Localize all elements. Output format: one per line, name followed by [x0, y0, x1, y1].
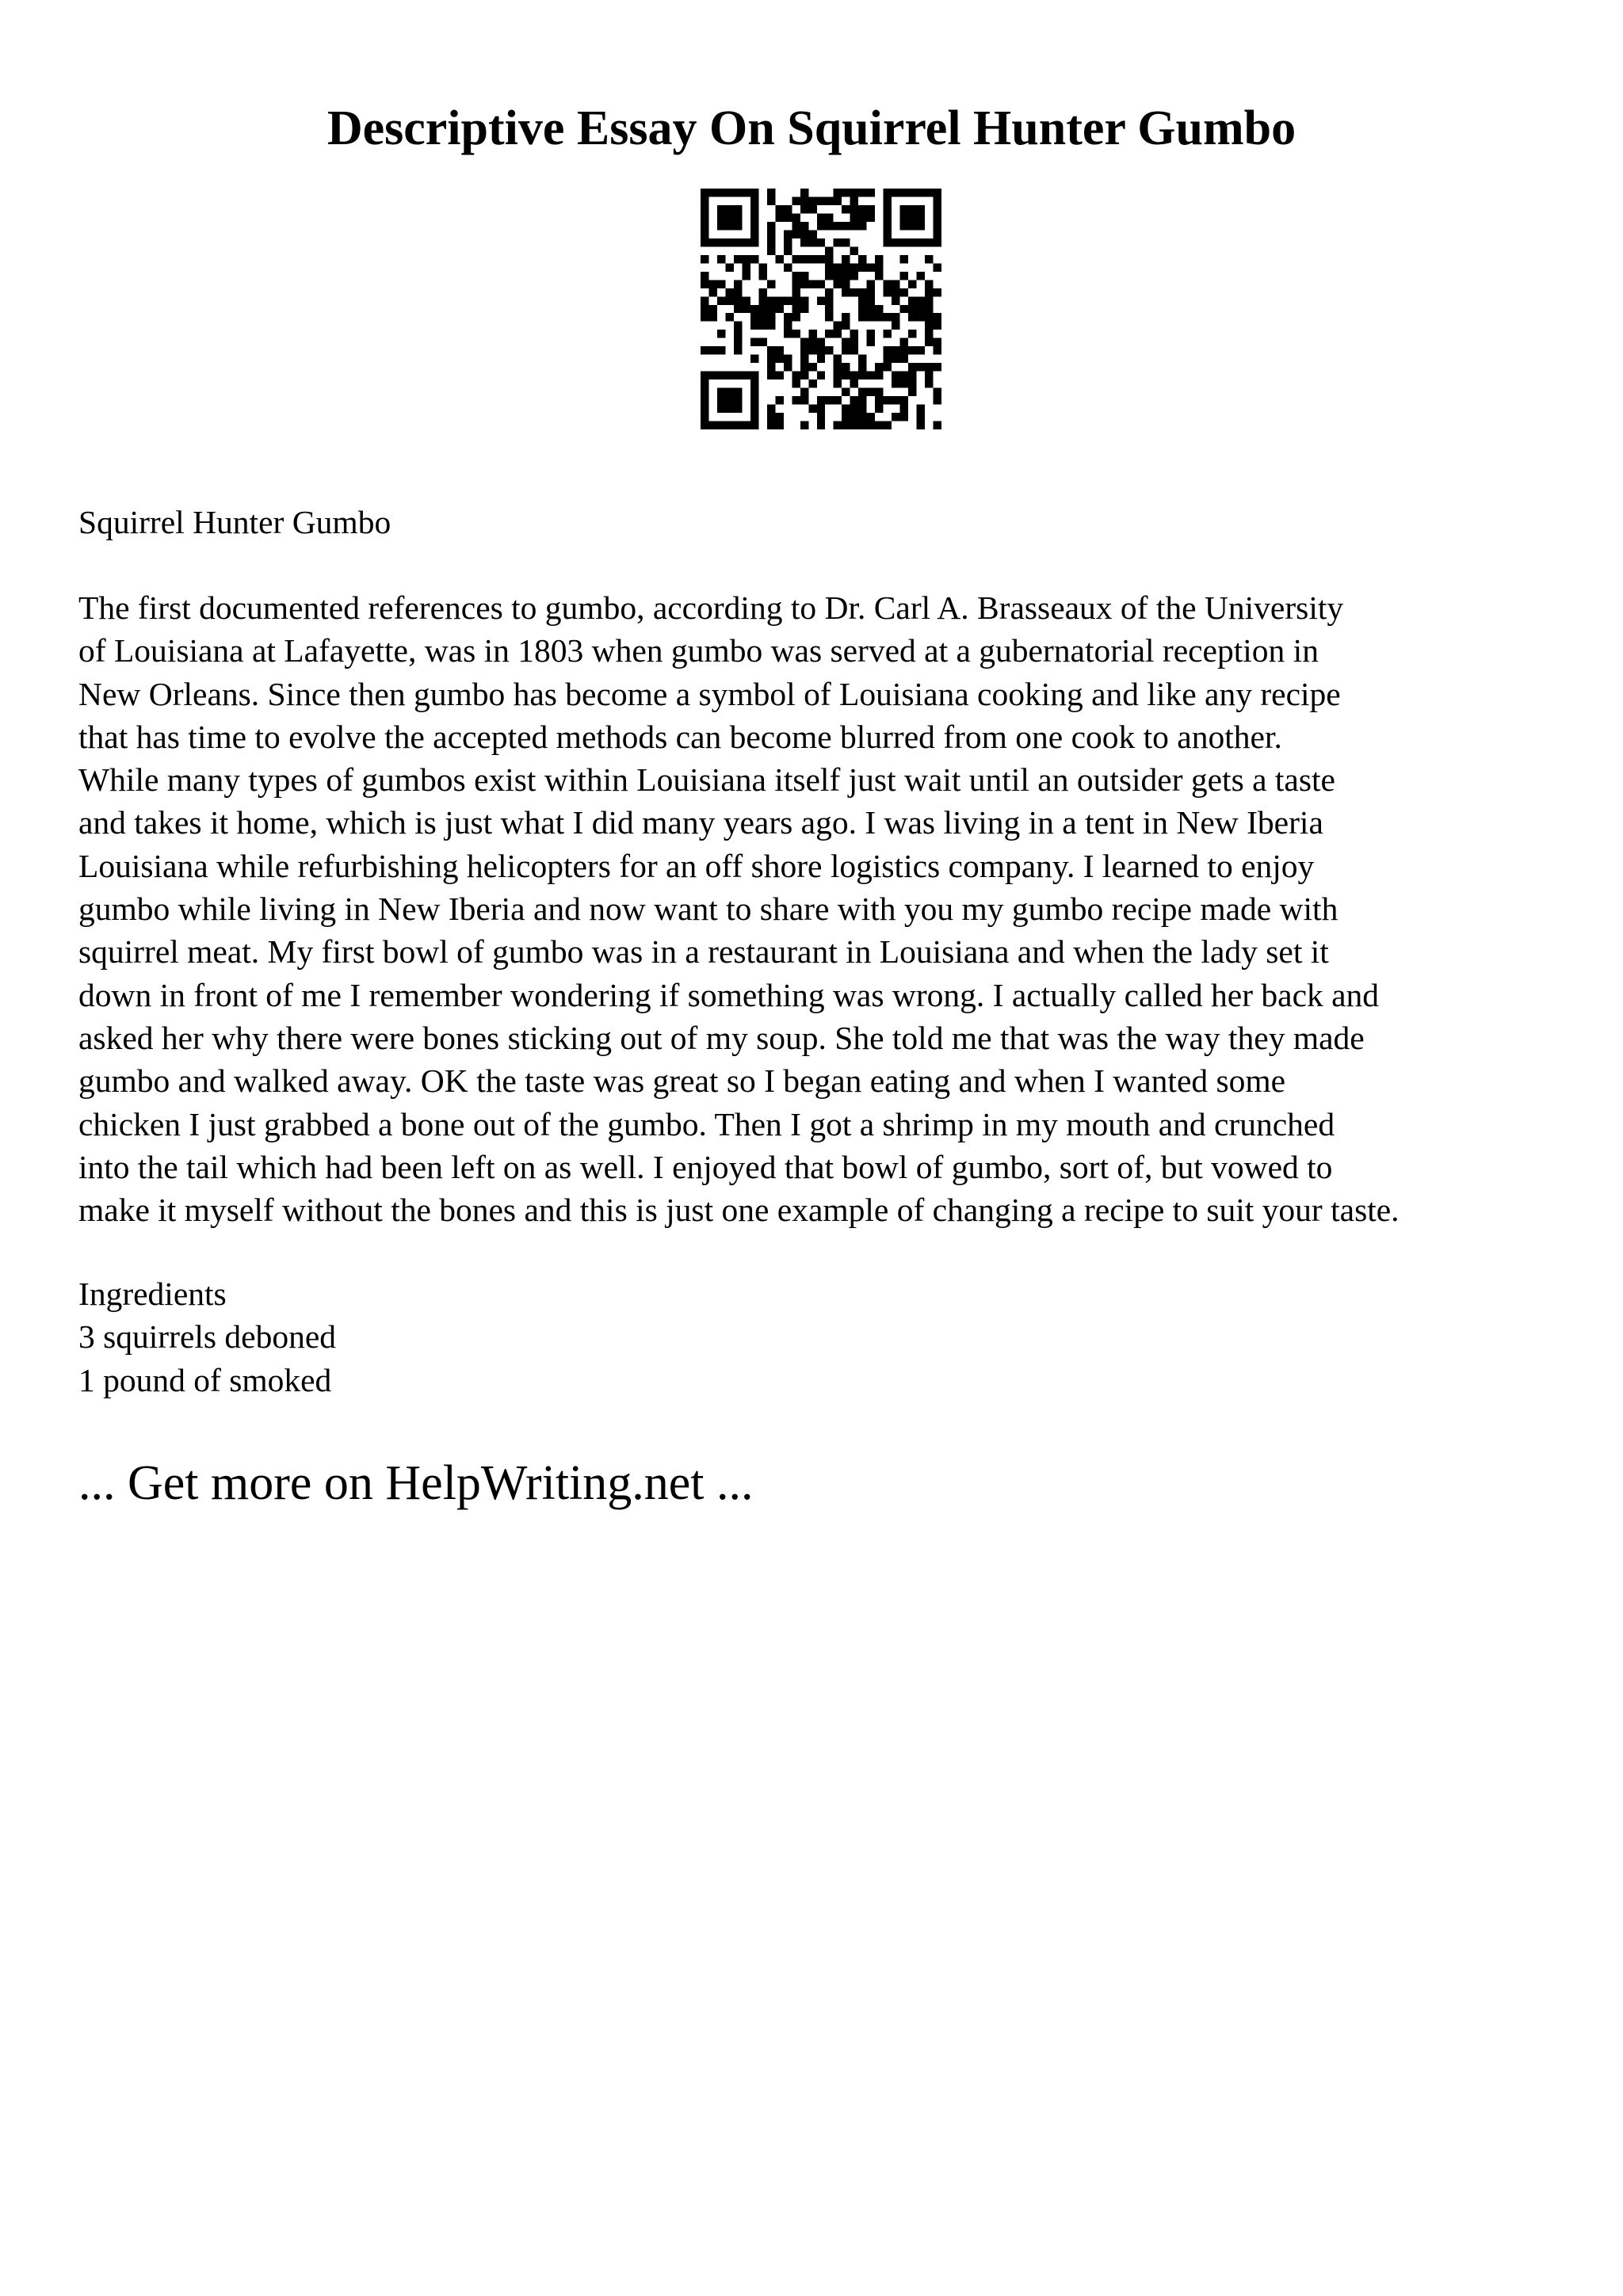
essay-line: down in front of me I remember wondering if something was wrong. I actually called her back and	[78, 976, 1380, 1013]
essay-line: asked her why there were bones sticking out of my soup. She told me that was the way they made	[78, 1019, 1365, 1056]
ingredient-item: 3 squirrels deboned	[78, 1318, 337, 1356]
essay-line: and takes it home, which is just what I did many years ago. I was living in a tent in New Iberia	[78, 804, 1323, 841]
essay-line: that has time to evolve the accepted methods can become blurred from one cook to another.	[78, 718, 1282, 755]
page-title: Descriptive Essay On Squirrel Hunter Gumbo	[327, 101, 1296, 155]
ingredients-list	[78, 1272, 1576, 1402]
qr-code-icon	[701, 189, 941, 429]
ingredients-heading: Ingredients	[78, 1276, 227, 1312]
essay-line: gumbo and walked away. OK the taste was great so I began eating and when I wanted some	[78, 1062, 1286, 1100]
essay-line: While many types of gumbos exist within Louisiana itself just wait until an outsider gets a taste	[78, 761, 1335, 799]
essay-line: chicken I just grabbed a bone out of the gumbo. Then I got a shrimp in my mouth and crunched	[78, 1105, 1335, 1142]
get-more-link[interactable]: ... Get more on HelpWriting.net ...	[78, 1456, 754, 1510]
essay-line: of Louisiana at Lafayette, was in 1803 when gumbo was served at a gubernatorial reception in	[78, 632, 1319, 669]
essay-line: gumbo while living in New Iberia and now want to share with you my gumbo recipe made with	[78, 891, 1338, 928]
essay-line: The first documented references to gumbo, according to Dr. Carl A. Brasseaux of the University	[78, 589, 1344, 626]
essay-line: New Orleans. Since then gumbo has become a symbol of Louisiana cooking and like any recipe	[78, 675, 1341, 712]
essay-line: squirrel meat. My first bowl of gumbo was in a restaurant in Louisiana and when the lady set it	[78, 933, 1329, 971]
essay-line: into the tail which had been left on as well. I enjoyed that bowl of gumbo, sort of, but vowed to	[78, 1148, 1333, 1185]
essay-line: make it myself without the bones and this is just one example of changing a recipe to suit your taste.	[78, 1192, 1400, 1229]
essay-subtitle: Squirrel Hunter Gumbo	[78, 504, 391, 540]
ingredient-item: 1 pound of smoked	[78, 1361, 332, 1398]
essay-line: Louisiana while refurbishing helicopters for an off shore logistics company. I learned to enjoy	[78, 847, 1315, 884]
essay-paragraph	[78, 586, 1576, 1231]
